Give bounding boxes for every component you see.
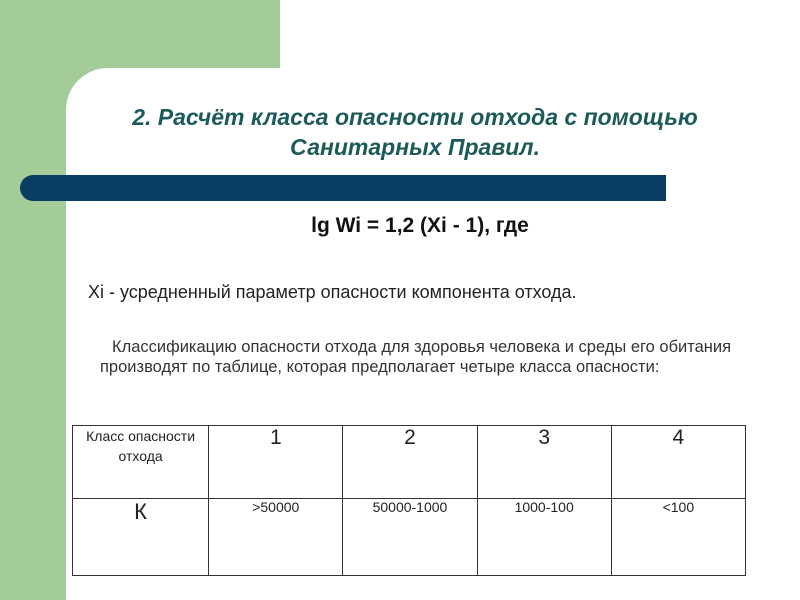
range-2-cell: 50000-1000 [343, 499, 477, 576]
header-label-cell: Класс опасности отхода [73, 426, 209, 499]
classification-paragraph: Классификацию опасности отхода для здоровья человека и среды его обитания производят по таблице, которая предполагает четыре класса опасности: [100, 338, 732, 376]
slide-title [70, 102, 760, 162]
range-1-cell: >50000 [209, 499, 343, 576]
range-4-cell: <100 [611, 499, 745, 576]
row-label-cell: К [73, 499, 209, 576]
title-line-1: 2. Расчёт класса опасности отхода с помощью [132, 104, 698, 130]
range-3-cell: 1000-100 [477, 499, 611, 576]
title-divider-bar [20, 175, 666, 201]
table-row [73, 499, 746, 576]
class-2-cell: 2 [343, 426, 477, 499]
class-3-cell: 3 [477, 426, 611, 499]
formula: lg Wi = 1,2 (Xi - 1), где [311, 214, 529, 237]
xi-definition: Xi - усредненный параметр опасности компонента отхода. [88, 282, 577, 302]
title-line-2: Санитарных Правил. [290, 134, 540, 160]
hazard-class-table [72, 425, 746, 576]
class-4-cell: 4 [611, 426, 745, 499]
table-header-row [73, 426, 746, 499]
class-1-cell: 1 [209, 426, 343, 499]
